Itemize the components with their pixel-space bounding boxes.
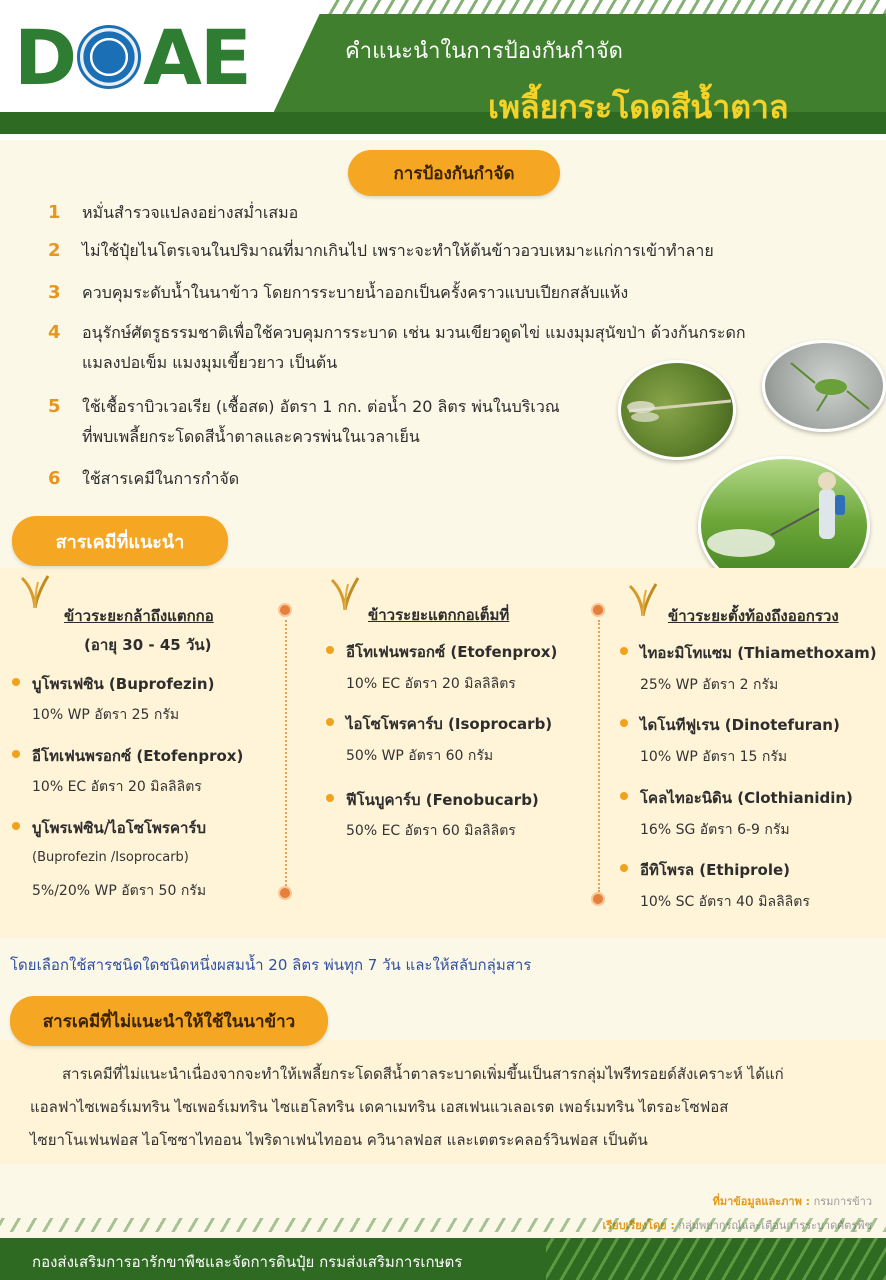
source-value: กรมการข้าว: [813, 1195, 872, 1208]
timeline-dot: [591, 892, 605, 906]
paragraph-line: แอลฟาไซเพอร์เมทริน ไซเพอร์เมทริน ไซแฮโลทริน เดคาเมทริน เอสเฟนแวเลอเรต เพอร์เมทริน ไตรอะโซฟอส: [30, 1098, 729, 1116]
timeline-divider: [598, 620, 600, 892]
chemical-dose: 50% EC อัตรา 60 มิลลิลิตร: [346, 823, 516, 839]
rice-sprout-icon: [330, 576, 360, 610]
header-stripes: [326, 0, 886, 14]
recommended-heading: สารเคมีที่แนะนำ: [12, 516, 228, 566]
chemical-name: ไดโนทีฟูเรน (Dinotefuran): [640, 713, 840, 737]
step-text: ไม่ใช้ปุ๋ยไนโตรเจนในปริมาณที่มากเกินไป เพราะจะทำให้ต้นข้าวอวบเหมาะแก่การเข้าทำลาย: [82, 241, 714, 260]
chemical-dose: 10% EC อัตรา 20 มิลลิลิตร: [32, 779, 202, 795]
stage-1-title: ข้าวระยะกล้าถึงแตกกอ: [64, 607, 214, 625]
step-number: 4: [48, 322, 61, 343]
chemical-dose: 16% SG อัตรา 6-9 กรัม: [640, 822, 790, 838]
chemical-name: อีทิโพรล (Ethiprole): [640, 858, 790, 882]
doae-logo: [14, 12, 274, 102]
step-6: [48, 464, 802, 494]
seal-icon: [77, 25, 141, 89]
chemical-english-name: (Buprofezin /Isoprocarb): [32, 850, 189, 865]
chemical-dose: 5%/20% WP อัตรา 50 กรัม: [32, 883, 207, 899]
footer-stripes-top: [0, 1218, 886, 1232]
compiled-by-label: เรียบเรียงโดย :: [602, 1219, 675, 1232]
step-text: ที่พบเพลี้ยกระโดดสีน้ำตาลและควรพ่นในเวลาเย็น: [82, 427, 420, 446]
step-3: [48, 278, 802, 308]
header-title-line2: เพลี้ยกระโดดสีน้ำตาล: [488, 88, 789, 126]
step-text: อนุรักษ์ศัตรูธรรมชาติเพื่อใช้ควบคุมการระบาด เช่น มวนเขียวดูดไข่ แมงมุมสุนัขป่า ด้วงก้นกระดก: [82, 323, 746, 342]
rice-sprout-icon: [628, 582, 658, 616]
stage-2-title: ข้าวระยะแตกกอเต็มที่: [368, 606, 510, 624]
source-credit: [713, 1192, 872, 1210]
timeline-divider: [285, 620, 287, 886]
usage-note: โดยเลือกใช้สารชนิดใดชนิดหนึ่งผสมน้ำ 20 ลิตร พ่นทุก 7 วัน และให้สลับกลุ่มสาร: [10, 956, 532, 974]
prevention-heading: การป้องกันกำจัด: [348, 150, 560, 196]
rice-sprout-icon: [20, 574, 50, 608]
chemical-name: อีโทเฟนพรอกซ์ (Etofenprox): [32, 744, 243, 768]
footer-stripes: [546, 1238, 886, 1280]
paragraph-line: ไซยาโนเฟนฟอส ไอโซซาไทออน ไพริดาเฟนไทออน ควินาลฟอส และเตตระคลอร์วินฟอส เป็นต้น: [30, 1131, 648, 1149]
chemical-name: บูโพรเฟซิน (Buprofezin): [32, 672, 214, 696]
step-number: 6: [48, 468, 61, 489]
chemical-dose: 10% EC อัตรา 20 มิลลิลิตร: [346, 676, 516, 692]
step-number: 1: [48, 202, 61, 223]
chemical-name: โคลไทอะนิดิน (Clothianidin): [640, 786, 853, 810]
step-text: หมั่นสำรวจแปลงอย่างสม่ำเสมอ: [82, 203, 299, 222]
chemical-dose: 50% WP อัตรา 60 กรัม: [346, 748, 494, 764]
chemical-dose: 25% WP อัตรา 2 กรัม: [640, 677, 779, 693]
timeline-dot: [278, 603, 292, 617]
green-bug-photo: [762, 340, 886, 432]
footer-text: กองส่งเสริมการอารักขาพืชและจัดการดินปุ๋ย กรมส่งเสริมการเกษตร: [32, 1253, 463, 1271]
not-recommended-heading: สารเคมีที่ไม่แนะนำให้ใช้ในนาข้าว: [10, 996, 328, 1046]
chemical-dose: 10% WP อัตรา 15 กรัม: [640, 749, 788, 765]
chemical-dose: 10% WP อัตรา 25 กรัม: [32, 707, 180, 723]
chemical-name: ไอโซโพรคาร์บ (Isoprocarb): [346, 712, 552, 736]
logo-letters-ae: AE: [143, 12, 250, 102]
page-header: [0, 0, 886, 140]
page-footer: [0, 1238, 886, 1280]
source-label: ที่มาข้อมูลและภาพ :: [712, 1195, 811, 1208]
step-2: [48, 236, 802, 266]
chemical-name: อีโทเฟนพรอกซ์ (Etofenprox): [346, 640, 557, 664]
header-title-line1: คำแนะนำในการป้องกันกำจัด: [345, 39, 623, 64]
dragonfly-photo: [618, 360, 736, 460]
timeline-dot: [591, 603, 605, 617]
stage-3-title: ข้าวระยะตั้งท้องถึงออกรวง: [668, 607, 839, 625]
chemical-name: ไทอะมิโทแซม (Thiamethoxam): [640, 641, 877, 665]
step-number: 3: [48, 282, 61, 303]
step-text: แมลงปอเข็ม แมงมุมเขี้ยวยาว เป็นต้น: [82, 353, 338, 372]
step-number: 5: [48, 396, 61, 417]
compiled-by-value: กลุ่มพยากรณ์และเตือนการระบาดศัตรูพืช: [678, 1219, 872, 1232]
not-recommended-text: [30, 1058, 880, 1157]
step-text: ใช้เชื้อราบิวเวอเรีย (เชื้อสด) อัตรา 1 กก. ต่อน้ำ 20 ลิตร พ่นในบริเวณ: [82, 397, 560, 416]
stage-1-subtitle: (อายุ 30 - 45 วัน): [84, 636, 212, 654]
chemical-name: ฟีโนบูคาร์บ (Fenobucarb): [346, 788, 539, 812]
chemical-dose: 10% SC อัตรา 40 มิลลิลิตร: [640, 894, 810, 910]
timeline-dot: [278, 886, 292, 900]
step-text: ใช้สารเคมีในการกำจัด: [82, 469, 240, 488]
step-1: [48, 198, 802, 228]
chemical-name: บูโพรเฟซิน/ไอโซโพรคาร์บ: [32, 816, 206, 840]
logo-letter-d: D: [14, 12, 76, 102]
step-number: 2: [48, 240, 61, 261]
paragraph-line: สารเคมีที่ไม่แนะนำเนื่องจากจะทำให้เพลี้ยกระโดดสีน้ำตาลระบาดเพิ่มขึ้นเป็นสารกลุ่มไพรีทรอยด์สังเคราะห์ ได้แก่: [62, 1065, 784, 1083]
step-text: ควบคุมระดับน้ำในนาข้าว โดยการระบายน้ำออกเป็นครั้งคราวแบบเปียกสลับแห้ง: [82, 283, 629, 302]
